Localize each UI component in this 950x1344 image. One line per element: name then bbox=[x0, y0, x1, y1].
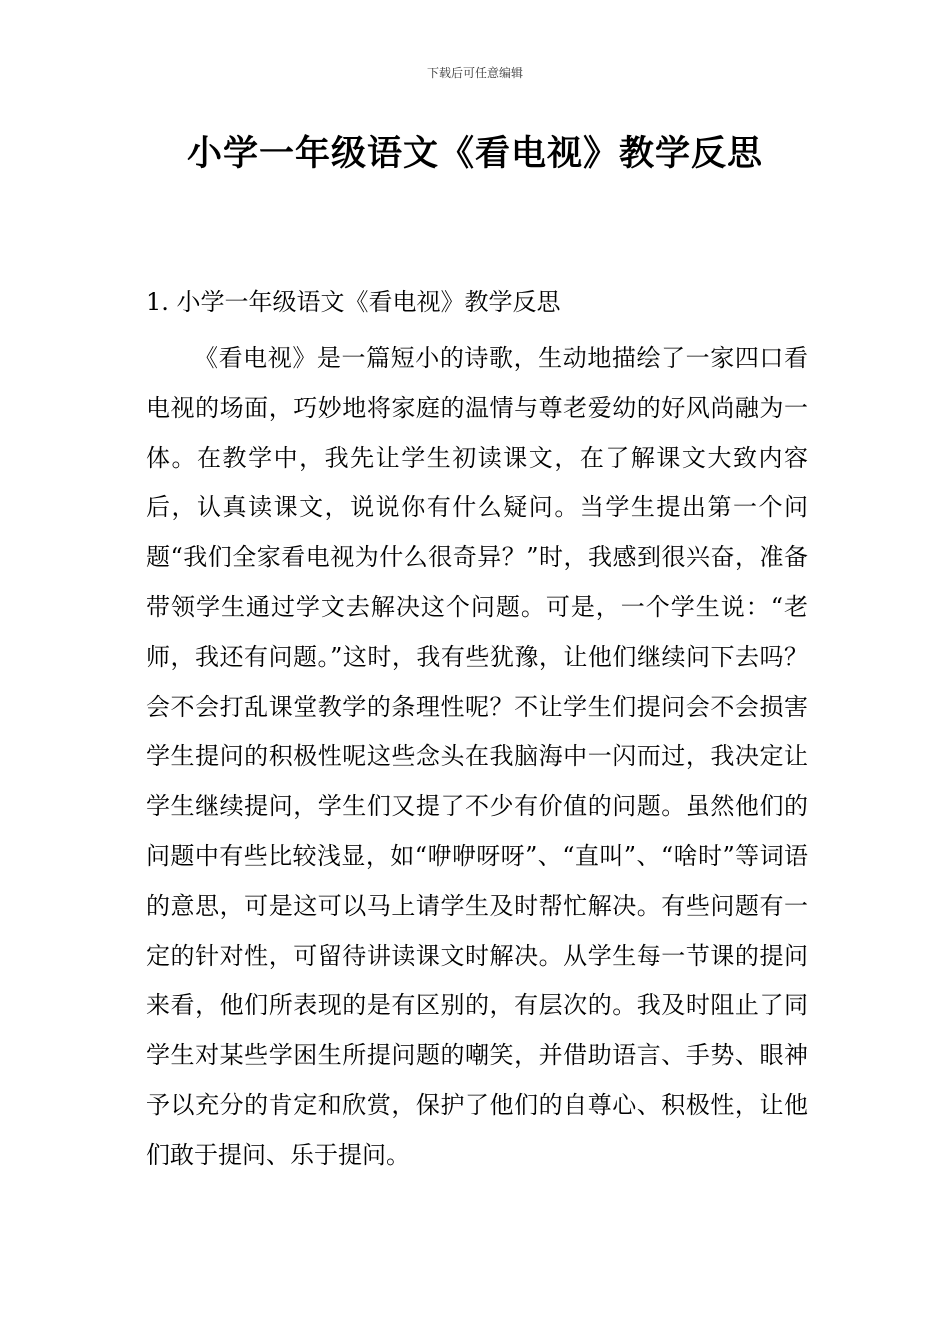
body-paragraph: 《看电视》是一篇短小的诗歌，生动地描绘了一家四口看电视的场面，巧妙地将家庭的温情与尊老爱幼的好风尚融为一体。在教学中，我先让学生初读课文，在了解课文大致内容后，认真读课文，说说你有什么疑问。当学生提出第一个问题“我们全家看电视为什么很奇异？”时，我感到很兴奋，准备带领学生通过学文去解决这个问题。可是，一个学生说：“老师，我还有问题。”这时，我有些犹豫，让他们继续问下去吗？会不会打乱课堂教学的条理性呢？不让学生们提问会不会损害学生提问的积极性呢这些念头在我脑海中一闪而过，我决定让学生继续提问，学生们又提了不少有价值的问题。虽然他们的问题中有些比较浅显，如“咿咿呀呀”、“直叫”、“啥时”等词语的意思，可是这可以马上请学生及时帮忙解决。有些问题有一定的针对性，可留待讲读课文时解决。从学生每一节课的提问来看，他们所表现的是有区别的，有层次的。我及时阻止了同学生对某些学困生所提问题的嘲笑，并借助语言、手势、眼神予以充分的肯定和欣赏，保护了他们的自尊心、积极性，让他们敢于提问、乐于提问。 bbox=[146, 344, 808, 1169]
header-note: 下载后可任意编辑 bbox=[426, 66, 523, 80]
document-title: 小学一年级语文《看电视》教学反思 bbox=[186, 134, 763, 174]
section-heading: 1. 小学一年级语文《看电视》教学反思 bbox=[146, 288, 561, 316]
